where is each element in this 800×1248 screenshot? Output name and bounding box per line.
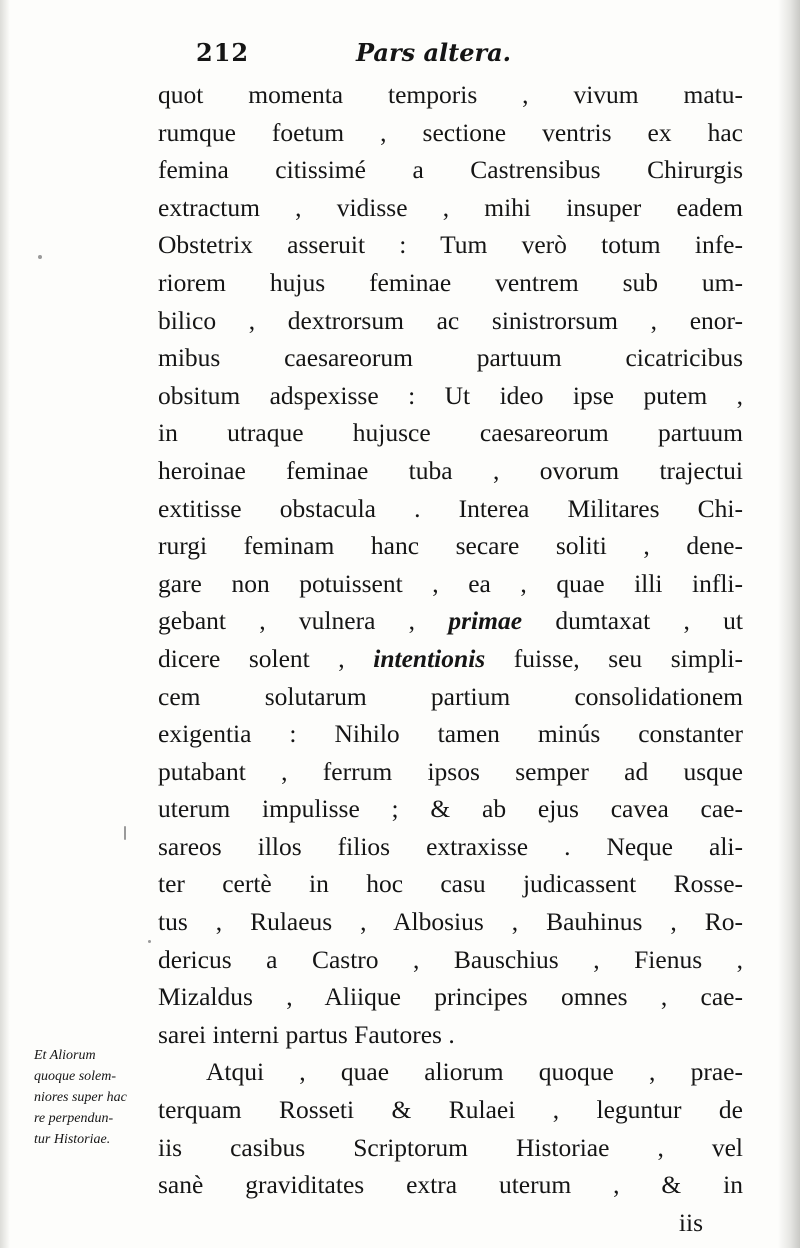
marginal-note-line: niores super hac	[34, 1090, 127, 1105]
text-line: dericus a Castro , Bauschius , Fienus ,	[158, 944, 743, 974]
page-header	[196, 38, 536, 68]
text-line: cem solutarum partium consolidationem	[158, 681, 743, 711]
marginal-note-line: Et Aliorum	[34, 1048, 96, 1063]
text-line: gare non potuissent , ea , quae illi infli-	[158, 568, 743, 598]
page-right-edge-shadow	[778, 0, 800, 1248]
text-line: Mizaldus , Aliique principes omnes , cae-	[158, 982, 743, 1012]
text-line: ter certè in hoc casu judicassent Rosse-	[158, 869, 743, 899]
text-line: rumque foetum , sectione ventris ex hac	[158, 117, 743, 147]
text-line-mixed	[158, 602, 743, 640]
text-line: Obstetrix asseruit : Tum verò totum infe-	[158, 230, 743, 260]
text-line: obsitum adspexisse : Ut ideo ipse putem ,	[158, 380, 743, 410]
text-segment: gebant , vulnera ,	[158, 606, 416, 636]
page-left-edge-shadow	[0, 0, 10, 1248]
main-text-block	[158, 76, 743, 1241]
text-line: quot momenta temporis , vivum matu-	[158, 80, 743, 109]
text-line: terquam Rosseti & Rulaei , leguntur de	[158, 1095, 743, 1125]
text-line: in utraque hujusce caesareorum partuum	[158, 418, 743, 448]
text-line-mixed	[158, 640, 743, 678]
text-line: iis casibus Scriptorum Historiae , vel	[158, 1132, 743, 1162]
page-number: 212	[196, 38, 250, 67]
text-line: femina citissimé a Castrensibus Chirurgis	[158, 155, 743, 185]
text-line: tus , Rulaeus , Albosius , Bauhinus , Ro-	[158, 907, 743, 937]
text-line: putabant , ferrum ipsos semper ad usque	[158, 756, 743, 786]
marginal-note-line: tur Historiae.	[34, 1132, 111, 1147]
marginal-note-line: quoque solem-	[34, 1069, 117, 1084]
text-line: mibus caesareorum partuum cicatricibus	[158, 343, 743, 373]
text-line: extitisse obstacula . Interea Militares Chi-	[158, 493, 743, 523]
text-line: bilico , dextrorsum ac sinistrorsum , enor-	[158, 305, 743, 335]
text-line: uterum impulisse ; & ab ejus cavea cae-	[158, 794, 743, 824]
text-line: heroinae feminae tuba , ovorum trajectui	[158, 455, 743, 485]
marginal-note	[34, 1045, 174, 1150]
text-segment: dicere solent ,	[158, 643, 345, 673]
ink-speck	[124, 826, 126, 840]
italic-term: intentionis	[373, 643, 486, 673]
catchword: iis	[678, 1207, 703, 1237]
running-title: Pars altera.	[356, 38, 512, 67]
text-line: rurgi feminam hanc secare soliti , dene-	[158, 531, 743, 561]
text-segment: fuisse, seu simpli-	[485, 643, 743, 673]
text-segment: dumtaxat , ut	[522, 606, 744, 636]
ink-speck	[148, 940, 151, 943]
text-line: extractum , vidisse , mihi insuper eadem	[158, 192, 743, 222]
text-line: exigentia : Nihilo tamen minús constanter	[158, 719, 743, 749]
marginal-note-line: re perpendun-	[34, 1111, 114, 1126]
text-line: riorem hujus feminae ventrem sub um-	[158, 267, 743, 297]
text-line: sanè graviditates extra uterum , & in	[158, 1170, 743, 1200]
paragraph-end-line: sarei interni partus Fautores .	[158, 1019, 455, 1049]
text-line: sareos illos filios extraxisse . Neque ali-	[158, 831, 743, 861]
ink-speck	[38, 255, 42, 259]
paragraph-start-line: Atqui , quae aliorum quoque , prae-	[206, 1057, 743, 1087]
italic-term: primae	[448, 606, 523, 636]
